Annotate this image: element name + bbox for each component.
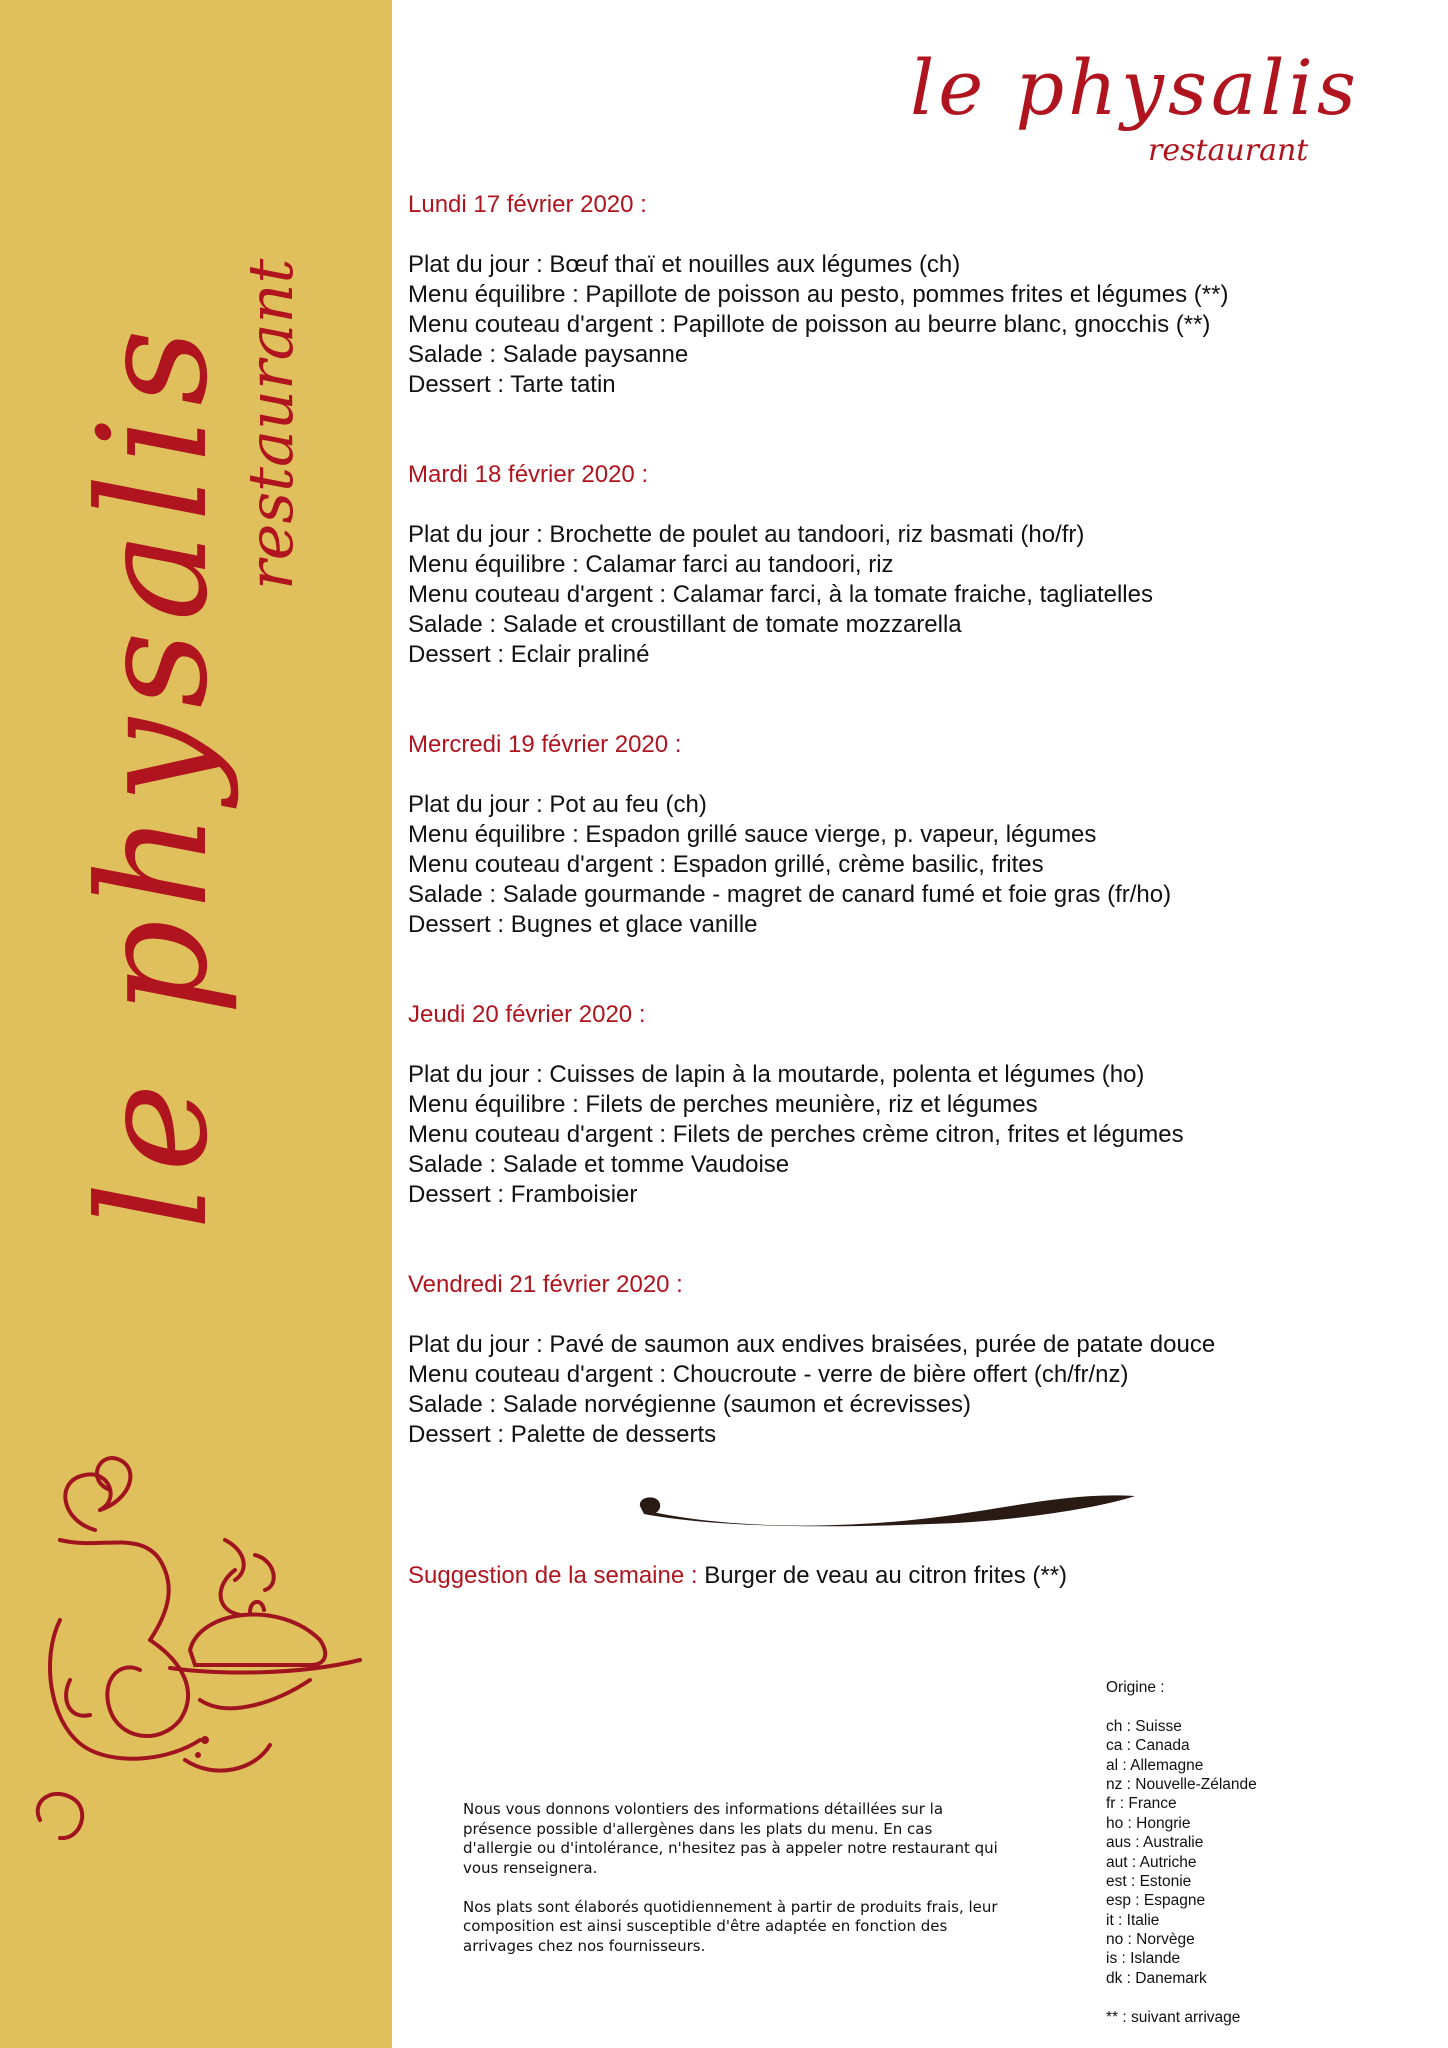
menu-line: Menu couteau d'argent : Espadon grillé, crème basilic, frites bbox=[408, 851, 1044, 878]
info-notice bbox=[463, 1800, 1003, 1956]
day-title: Jeudi 20 février 2020 : bbox=[408, 1001, 646, 1028]
origin-code: is : Islande bbox=[1106, 1950, 1181, 1968]
brand-logo bbox=[910, 43, 1390, 180]
menu-line: Salade : Salade norvégienne (saumon et écrevisses) bbox=[408, 1391, 971, 1418]
day-title: Vendredi 21 février 2020 : bbox=[408, 1271, 683, 1298]
weekly-suggestion bbox=[408, 1561, 1067, 1591]
origin-code: est : Estonie bbox=[1106, 1872, 1192, 1890]
menu-line: Dessert : Eclair praliné bbox=[408, 641, 650, 668]
origin-code: aus : Australie bbox=[1106, 1834, 1204, 1852]
origin-code: al : Allemagne bbox=[1106, 1756, 1204, 1774]
logo-subtitle: restaurant bbox=[1148, 133, 1309, 168]
menu-line: Menu couteau d'argent : Calamar farci, à la tomate fraiche, tagliatelles bbox=[408, 581, 1153, 608]
menu-line: Plat du jour : Pot au feu (ch) bbox=[408, 791, 707, 818]
day-tuesday bbox=[408, 460, 1408, 670]
day-friday bbox=[408, 1270, 1408, 1450]
origin-note: ** : suivant arrivage bbox=[1106, 2008, 1241, 2026]
menu-line: Menu couteau d'argent : Choucroute - verre de bière offert (ch/fr/nz) bbox=[408, 1361, 1129, 1388]
origin-code: aut : Autriche bbox=[1106, 1853, 1197, 1871]
menu-line: Plat du jour : Brochette de poulet au tandoori, riz basmati (ho/fr) bbox=[408, 521, 1085, 548]
origin-code: it : Italie bbox=[1106, 1911, 1160, 1929]
day-thursday bbox=[408, 1000, 1408, 1210]
origin-code: fr : France bbox=[1106, 1795, 1177, 1813]
menu-line: Menu équilibre : Calamar farci au tandoori, riz bbox=[408, 551, 894, 578]
origin-code: dk : Danemark bbox=[1106, 1969, 1207, 1987]
origin-code: nz : Nouvelle-Zélande bbox=[1106, 1775, 1257, 1793]
menu-line: Dessert : Palette de desserts bbox=[408, 1421, 717, 1448]
suggestion-text: Burger de veau au citron frites (**) bbox=[704, 1562, 1068, 1589]
day-monday bbox=[408, 190, 1408, 400]
menu-line: Dessert : Framboisier bbox=[408, 1181, 638, 1208]
origin-code: ch : Suisse bbox=[1106, 1717, 1182, 1735]
origin-legend bbox=[1106, 1678, 1257, 2027]
vertical-logo-sub bbox=[234, 259, 307, 590]
origin-code: ho : Hongrie bbox=[1106, 1814, 1191, 1832]
day-title: Mercredi 19 février 2020 : bbox=[408, 731, 682, 758]
origin-code: ca : Canada bbox=[1106, 1737, 1190, 1755]
chef-illustration bbox=[38, 1458, 360, 1838]
menu-line: Plat du jour : Cuisses de lapin à la moutarde, polenta et légumes (ho) bbox=[408, 1061, 1145, 1088]
menu-line: Dessert : Bugnes et glace vanille bbox=[408, 911, 758, 938]
sidebar-panel bbox=[0, 0, 392, 2048]
origin-title: Origine : bbox=[1106, 1679, 1165, 1696]
menu-line: Menu couteau d'argent : Papillote de poisson au beurre blanc, gnocchis (**) bbox=[408, 311, 1211, 338]
svg-text:restaurant: restaurant bbox=[234, 258, 307, 590]
menu-line: Plat du jour : Pavé de saumon aux endives braisées, purée de patate douce bbox=[408, 1331, 1216, 1358]
vertical-logo bbox=[67, 319, 241, 1230]
menu-line: Menu couteau d'argent : Filets de perches crème citron, frites et légumes bbox=[408, 1121, 1184, 1148]
sidebar-artwork bbox=[0, 0, 392, 2048]
menu-line: Menu équilibre : Papillote de poisson au pesto, pommes frites et légumes (**) bbox=[408, 281, 1229, 308]
menu-line: Salade : Salade et tomme Vaudoise bbox=[408, 1151, 790, 1178]
menu-line: Salade : Salade paysanne bbox=[408, 341, 689, 368]
menu-line: Dessert : Tarte tatin bbox=[408, 371, 616, 398]
logo-script: le physalis bbox=[910, 43, 1360, 132]
suggestion-label: Suggestion de la semaine : bbox=[408, 1562, 698, 1589]
allergen-notice: Nous vous donnons volontiers des informations détaillées sur la présence possible d'allergènes dans les plats du menu. En cas d'allergie ou d'intolérance, n'hesitez pas à appeler notre restaurant qui vous renseignera. bbox=[463, 1800, 998, 1877]
menu-line: Salade : Salade gourmande - magret de canard fumé et foie gras (fr/ho) bbox=[408, 881, 1172, 908]
freshness-notice: Nos plats sont élaborés quotidiennement à partir de produits frais, leur composition est ainsi susceptible d'être adaptée en fonction des arrivages chez nos fournisseurs. bbox=[463, 1897, 998, 1955]
origin-code: esp : Espagne bbox=[1106, 1892, 1206, 1910]
swash-divider bbox=[630, 1478, 1150, 1538]
day-title: Lundi 17 février 2020 : bbox=[408, 191, 647, 218]
menu-line: Menu équilibre : Espadon grillé sauce vierge, p. vapeur, légumes bbox=[408, 821, 1097, 848]
day-title: Mardi 18 février 2020 : bbox=[408, 461, 649, 488]
weekly-menu bbox=[408, 190, 1408, 1450]
day-wednesday bbox=[408, 730, 1408, 940]
vertical-logo-script: le physalis bbox=[67, 318, 241, 1230]
origin-code: no : Norvège bbox=[1106, 1931, 1195, 1949]
menu-line: Plat du jour : Bœuf thaï et nouilles aux légumes (ch) bbox=[408, 251, 961, 278]
menu-line: Menu équilibre : Filets de perches meunière, riz et légumes bbox=[408, 1091, 1038, 1118]
menu-line: Salade : Salade et croustillant de tomate mozzarella bbox=[408, 611, 962, 638]
